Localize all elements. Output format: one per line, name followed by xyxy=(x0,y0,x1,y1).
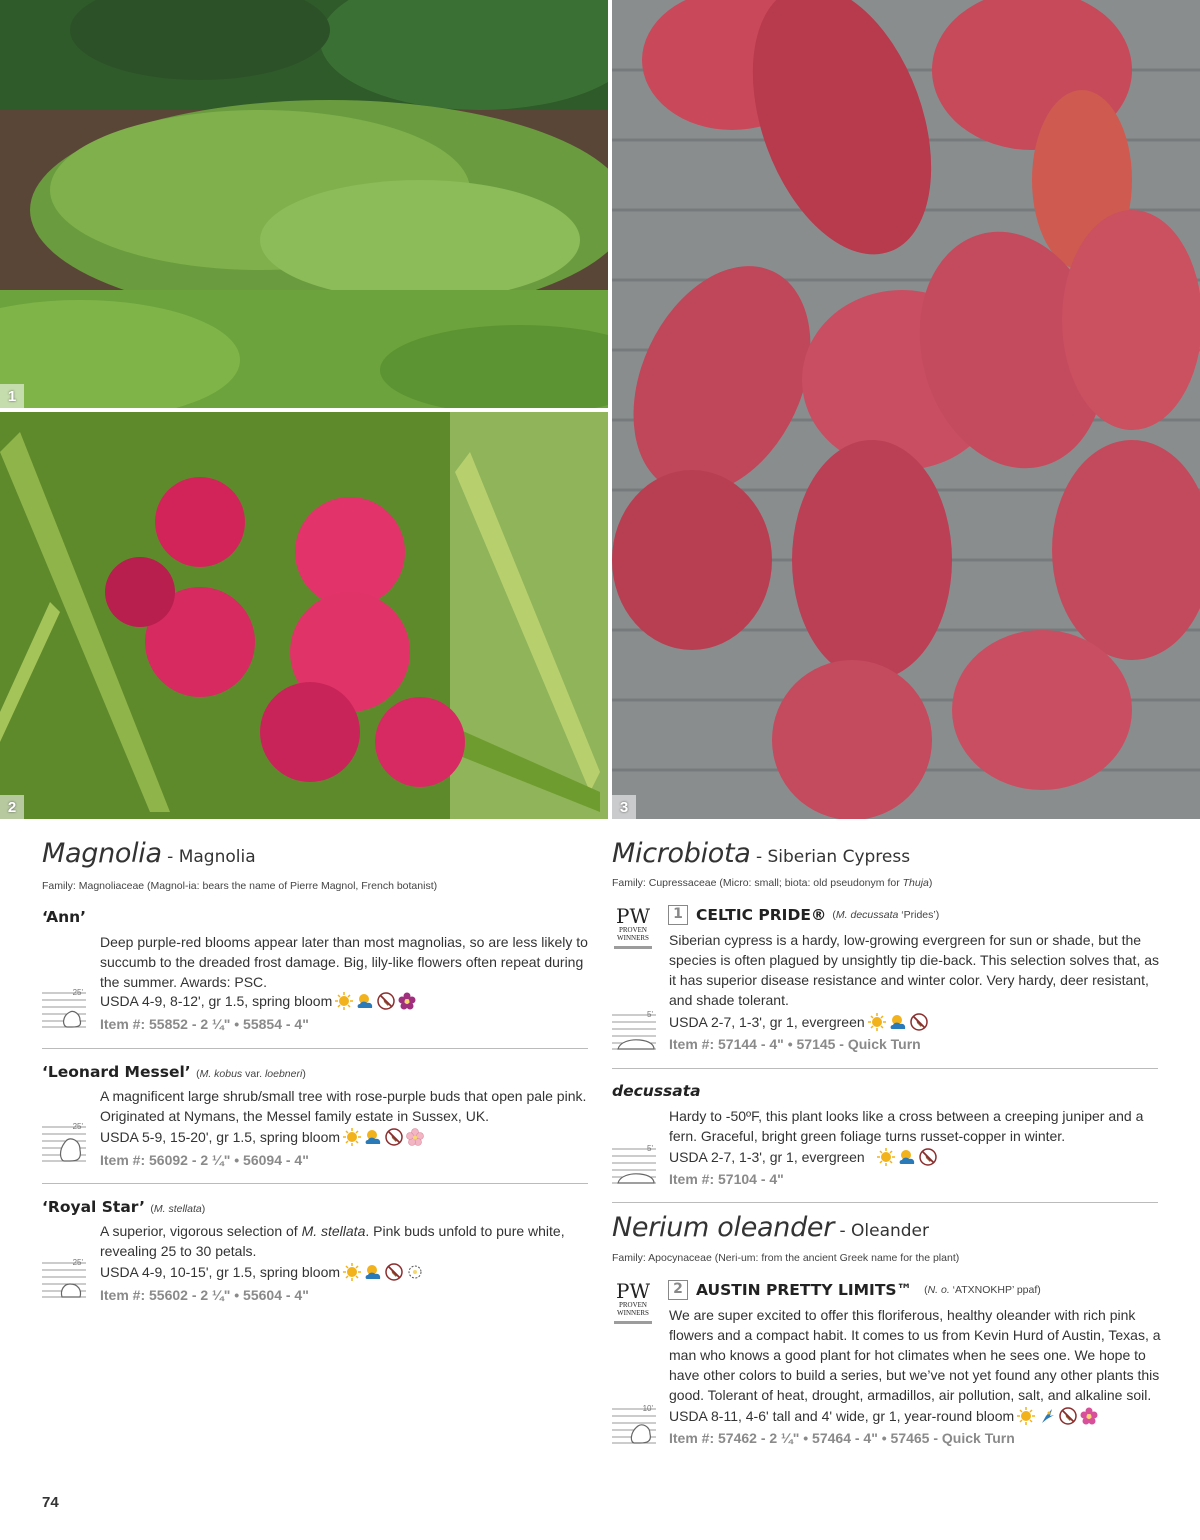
part-shade-icon xyxy=(898,1148,916,1166)
cultivar-scientific: (N. o. ‘ATXNOKHP’ ppaf) xyxy=(924,1284,1041,1296)
item-numbers: Item #: 57104 - 4" xyxy=(669,1171,784,1187)
cultivar-name: ‘Ann’ xyxy=(42,908,87,926)
sun-icon xyxy=(343,1263,361,1281)
height-icon-tree xyxy=(42,1124,86,1162)
svg-text:WINNERS: WINNERS xyxy=(617,934,649,942)
deer-resistant-icon xyxy=(919,1148,937,1166)
height-icon-tree xyxy=(42,990,86,1028)
sun-icon xyxy=(343,1128,361,1146)
cultivar-description: We are super excited to offer this floriferous, healthy oleander with rich pink flowers and a compact habit. It comes to us from Kevin Hurd of Austin, Texas, a man who knows a good plant for hot climates when he sees one. We hope to have other colors to build a series, but we’ve not yet found any other plants this good. Tolerant of heat, drought, armadillos, air pollution, salt, and alkaline soil. xyxy=(669,1307,1161,1403)
cultivar-description: Siberian cypress is a hardy, low-growing evergreen for sun or shade, but the species is often plagued by unsightly tip die-back. This selection solves that, as it has superior disease resistance and winter color. Very hardy, deer resistant, and shade tolerant. xyxy=(669,932,1160,1008)
cultivar-scientific: (M. kobus var. loebneri) xyxy=(196,1068,306,1080)
part-shade-icon xyxy=(364,1263,382,1281)
usda-line xyxy=(100,992,416,1010)
item-numbers: Item #: 55852 - 2 ¼" • 55854 - 4" xyxy=(100,1016,309,1032)
cultivar-name xyxy=(42,1063,306,1081)
divider xyxy=(42,1048,588,1049)
part-shade-icon xyxy=(356,992,374,1010)
genus-heading-microbiota xyxy=(612,838,910,869)
usda-line xyxy=(669,1407,1098,1425)
page-number: 74 xyxy=(42,1494,59,1511)
flower-purple-icon xyxy=(1080,1407,1098,1425)
genus-common: - Oleander xyxy=(834,1221,929,1241)
usda-text: USDA 2-7, 1-3', gr 1, evergreen xyxy=(669,1014,865,1030)
sun-icon xyxy=(335,992,353,1010)
divider xyxy=(612,1202,1158,1203)
usda-text: USDA 8-11, 4-6' tall and 4' wide, gr 1, year-round bloom xyxy=(669,1408,1015,1424)
usda-line xyxy=(100,1128,424,1146)
deer-resistant-icon xyxy=(377,992,395,1010)
height-label: 25' xyxy=(72,1122,83,1131)
item-numbers: Item #: 56092 - 2 ¼" • 56094 - 4" xyxy=(100,1152,309,1168)
cultivar-title: AUSTIN PRETTY LIMITS™ xyxy=(696,1281,913,1299)
genus-heading-magnolia xyxy=(42,838,256,869)
divider xyxy=(42,1183,588,1184)
family-line: Family: Magnoliaceae (Magnol-ia: bears the name of Pierre Magnol, French botanist) xyxy=(42,880,438,892)
usda-line xyxy=(669,1148,937,1166)
cultivar-name: decussata xyxy=(612,1082,701,1100)
genus-common: - Magnolia xyxy=(161,847,256,867)
height-label: 25' xyxy=(72,988,83,997)
part-shade-icon xyxy=(889,1013,907,1031)
sun-icon xyxy=(868,1013,886,1031)
cultivar-scientific: (M. stellata) xyxy=(150,1203,206,1215)
svg-text:PROVEN: PROVEN xyxy=(618,1301,648,1309)
sun-icon xyxy=(877,1148,895,1166)
height-label: 5' xyxy=(647,1144,653,1153)
deer-resistant-icon xyxy=(385,1263,403,1281)
cultivar-scientific: (M. decussata ‘Prides’) xyxy=(832,909,940,921)
svg-text:PW: PW xyxy=(615,1279,651,1303)
height-label: 5' xyxy=(647,1010,653,1019)
deer-resistant-icon xyxy=(910,1013,928,1031)
usda-line xyxy=(100,1263,424,1281)
deer-resistant-icon xyxy=(1059,1407,1077,1425)
cultivar-heading xyxy=(668,1280,1041,1300)
svg-text:WINNERS: WINNERS xyxy=(617,1309,649,1317)
genus-latin: Nerium oleander xyxy=(612,1212,835,1243)
usda-text: USDA 2-7, 1-3', gr 1, evergreen xyxy=(669,1149,865,1165)
photo-reference-number: 2 xyxy=(668,1280,688,1300)
cultivar-description: A superior, vigorous selection of M. stellata. Pink buds unfold to pure white, revealing 25 to 30 petals. xyxy=(100,1223,565,1259)
cultivar-heading xyxy=(668,905,939,925)
usda-text: USDA 4-9, 8-12', gr 1.5, spring bloom xyxy=(100,993,333,1009)
flower-pink-icon xyxy=(406,1128,424,1146)
cultivar-description: Hardy to -50ºF, this plant looks like a cross between a creeping juniper and a fern. Graceful, bright green foliage turns russet-copper in winter. xyxy=(669,1108,1144,1144)
usda-line xyxy=(669,1013,928,1031)
photo-number: 3 xyxy=(612,795,636,819)
item-numbers: Item #: 57462 - 2 ¼" • 57464 - 4" • 57465 - Quick Turn xyxy=(669,1430,1015,1446)
height-label: 10' xyxy=(642,1404,653,1413)
item-numbers: Item #: 57144 - 4" • 57145 - Quick Turn xyxy=(669,1036,921,1052)
photo-number: 2 xyxy=(0,795,24,819)
genus-common: - Siberian Cypress xyxy=(750,847,911,867)
sun-icon xyxy=(1017,1407,1035,1425)
proven-winners-logo xyxy=(612,903,654,951)
family-line: Family: Apocynaceae (Neri-um: from the ancient Greek name for the plant) xyxy=(612,1252,960,1264)
cultivar-name xyxy=(42,1198,205,1216)
proven-winners-logo xyxy=(612,1278,654,1326)
height-label: 25' xyxy=(72,1258,83,1267)
height-icon-spreading xyxy=(612,1146,656,1184)
cultivar-title: CELTIC PRIDE® xyxy=(696,906,827,924)
item-numbers: Item #: 55602 - 2 ¼" • 55604 - 4" xyxy=(100,1287,309,1303)
usda-text: USDA 5-9, 15-20', gr 1.5, spring bloom xyxy=(100,1129,341,1145)
deer-resistant-icon xyxy=(385,1128,403,1146)
family-line: Family: Cupressaceae (Micro: small; biota: old pseudonym for Thuja) xyxy=(612,877,933,889)
cultivar-title: ‘Leonard Messel’ xyxy=(42,1063,191,1081)
photo-reference-number: 1 xyxy=(668,905,688,925)
photo-number: 1 xyxy=(0,384,24,408)
genus-heading-nerium xyxy=(612,1212,929,1243)
usda-text: USDA 4-9, 10-15', gr 1.5, spring bloom xyxy=(100,1264,341,1280)
divider xyxy=(612,1068,1158,1069)
height-icon-tree xyxy=(612,1406,656,1444)
part-shade-icon xyxy=(364,1128,382,1146)
photo-juniper xyxy=(0,0,608,408)
svg-text:PW: PW xyxy=(615,904,651,928)
photo-vine-leaves xyxy=(612,0,1200,819)
hummingbird-icon xyxy=(1038,1407,1056,1425)
height-icon-spreading xyxy=(612,1012,656,1050)
height-icon-shrub xyxy=(42,1260,86,1298)
flower-white-icon xyxy=(406,1263,424,1281)
cultivar-title: ‘Royal Star’ xyxy=(42,1198,145,1216)
cultivar-description: A magnificent large shrub/small tree with rose-purple buds that open pale pink. Originated at Nymans, the Messel family estate in Sussex, UK. xyxy=(100,1088,587,1124)
genus-latin: Magnolia xyxy=(42,838,162,869)
cultivar-description: Deep purple-red blooms appear later than most magnolias, so are less likely to succumb to the dreaded frost damage. Big, lily-like flowers often repeat during the summer. Awards: PSC. xyxy=(100,934,588,990)
genus-latin: Microbiota xyxy=(612,838,751,869)
svg-text:PROVEN: PROVEN xyxy=(618,926,648,934)
flower-purple-icon xyxy=(398,992,416,1010)
photo-oleander xyxy=(0,412,608,819)
